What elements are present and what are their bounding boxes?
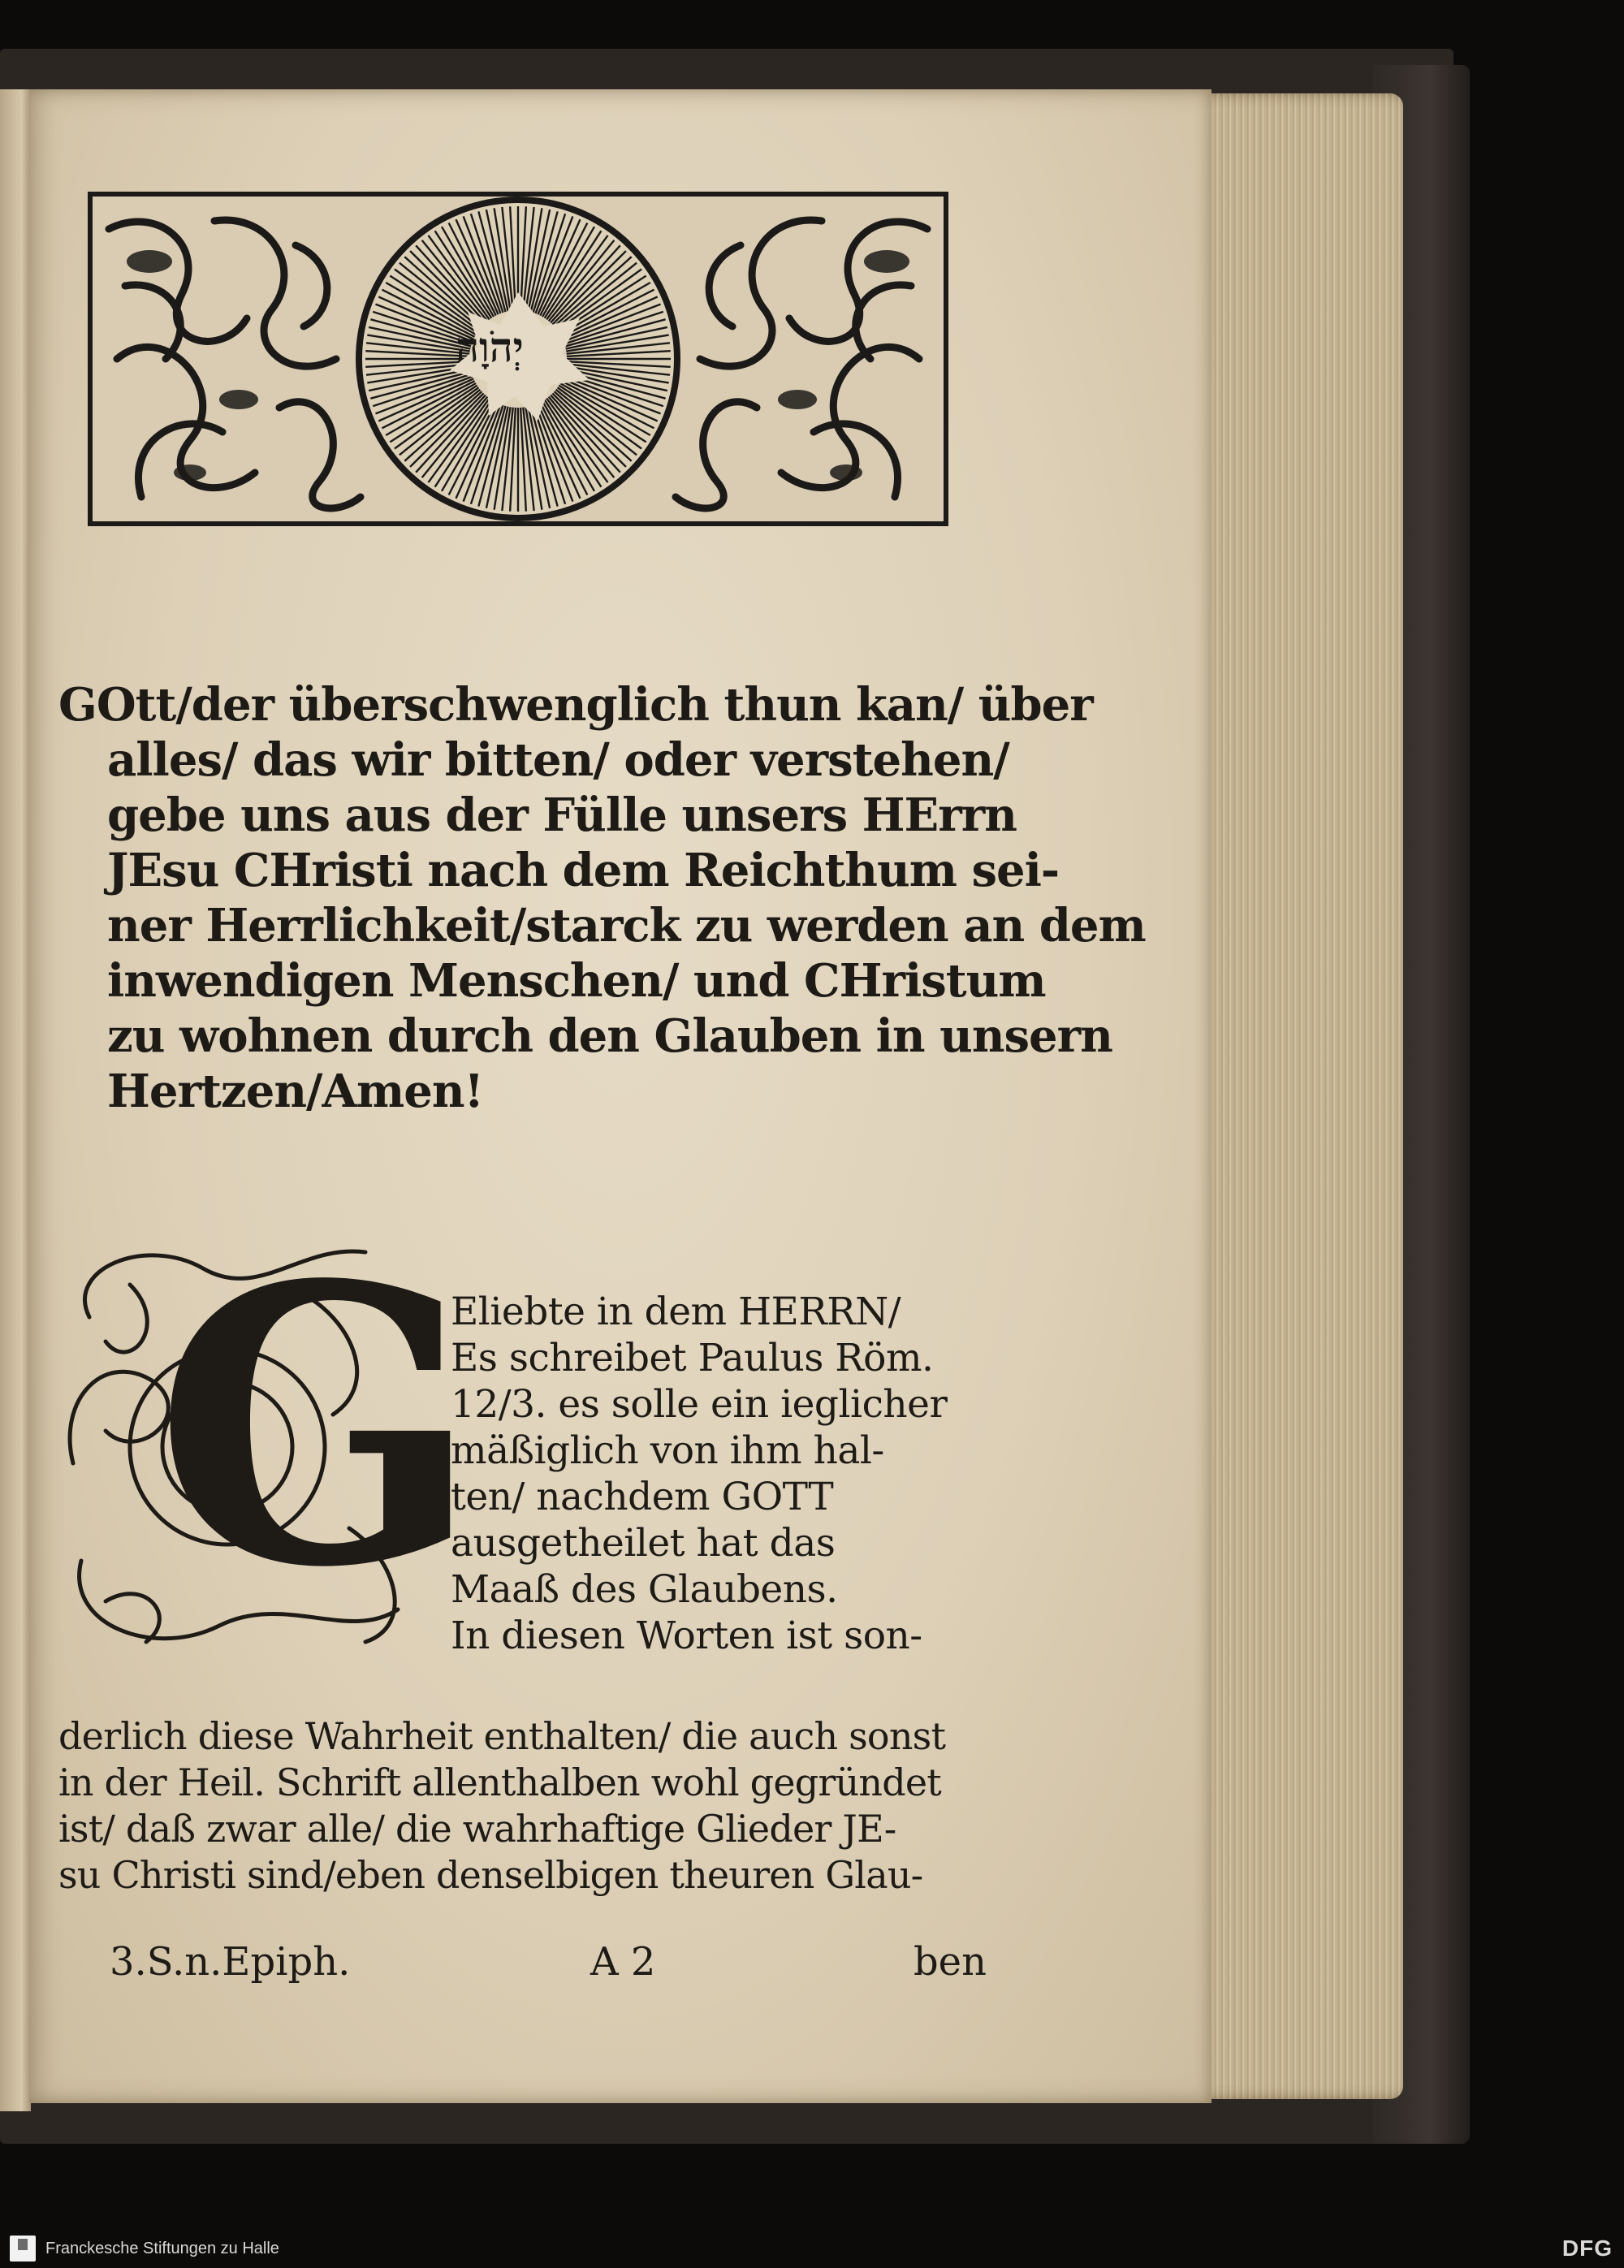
indented-paragraph (451, 1290, 948, 1663)
full-width-paragraph (58, 1714, 946, 1903)
decorated-initial (57, 1203, 481, 1674)
verse-line: inwendigen Menschen/ und CHristum (107, 954, 1046, 1008)
verse-line: gebe uns aus der Fülle unsers HErrn (107, 788, 1017, 842)
verse-line: alles/ das wir bitten/ oder verstehen/ (107, 733, 1009, 787)
text-line: 12/3. es solle ein ieglicher (451, 1382, 948, 1427)
catchword: ben (913, 1939, 987, 1985)
provider-link[interactable]: Franckesche Stiftungen zu Halle (45, 2240, 279, 2257)
gathering-signature: A 2 (590, 1939, 656, 1985)
benediction-verse (58, 678, 1146, 1124)
initial-letter: G (154, 1203, 481, 1651)
page-footer (110, 1939, 987, 1988)
attribution-bar (0, 2229, 1624, 2268)
institution-logo-icon (10, 2236, 36, 2262)
text-line: Maaß des Glaubens. (451, 1567, 838, 1612)
text-line: mäßiglich von ihm hal- (451, 1428, 884, 1473)
dfg-logo[interactable]: DFG (1561, 2236, 1613, 2261)
sermon-signature: 3.S.n.Epiph. (110, 1939, 351, 1985)
text-line: In diesen Worten ist son- (451, 1614, 922, 1658)
verse-line: Hertzen/Amen! (107, 1065, 484, 1118)
text-line: ten/ nachdem GOTT (451, 1475, 834, 1519)
text-line: ist/ daß zwar alle/ die wahrhaftige Glieder JE- (58, 1807, 896, 1851)
verse-line: ner Herrlichkeit/starck zu werden an dem (107, 899, 1146, 953)
verse-line: zu wohnen durch den Glauben in unsern (107, 1009, 1112, 1063)
tetragrammaton-inscription: יְהֹוָה (456, 323, 524, 371)
text-line: ausgetheilet hat das (451, 1521, 836, 1566)
text-line: derlich diese Wahrheit enthalten/ die auch sonst (58, 1714, 946, 1758)
text-line: Es schreibet Paulus Röm. (451, 1336, 934, 1380)
page-stack-fore-edge (1187, 93, 1403, 2099)
verse-line: GOtt/der überschwenglich thun kan/ über (58, 678, 1093, 732)
text-line: Eliebte in dem HERRN/ (451, 1290, 901, 1334)
text-line: su Christi sind/eben denselbigen theuren Glau- (58, 1853, 923, 1897)
verse-line: JEsu CHristi nach dem Reichthum sei- (107, 844, 1060, 897)
text-line: in der Heil. Schrift allenthalben wohl gegründet (58, 1760, 941, 1804)
left-page-edge (0, 89, 31, 2111)
